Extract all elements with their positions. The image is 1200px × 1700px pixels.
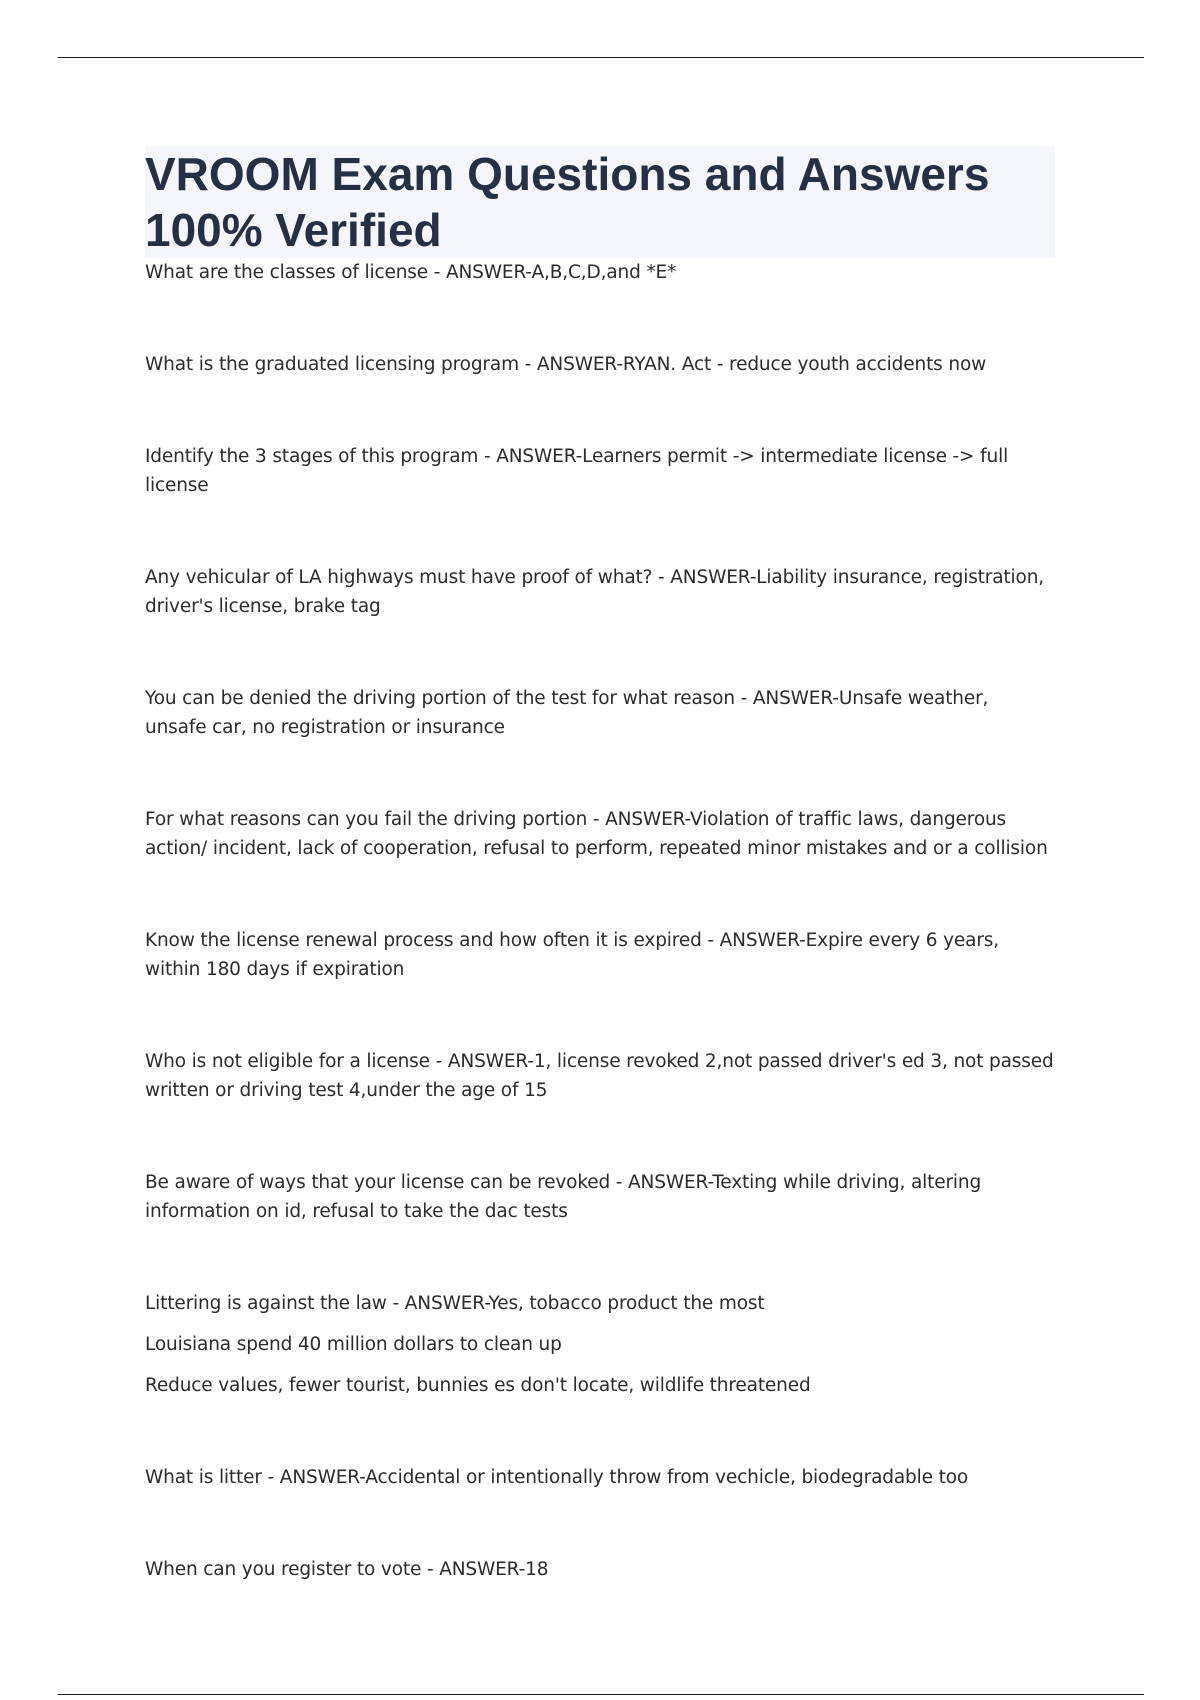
qa-list [145,258,1055,1584]
qa-item: Be aware of ways that your license can be revoked - ANSWER-Texting while driving, altering information on id, refusal to take the dac tests [145,1172,982,1222]
qa-item: What are the classes of license - ANSWER-A,B,C,D,and *E* [145,262,677,283]
qa-item: Identify the 3 stages of this program - ANSWER-Learners permit -> intermediate license -> full license [145,446,1009,496]
document-body [145,146,1055,1584]
title-box [145,146,1055,258]
qa-item: Who is not eligible for a license - ANSWER-1, license revoked 2,not passed driver's ed 3, not passed written or driving test 4,under the age of 15 [145,1051,1054,1101]
qa-item: Louisiana spend 40 million dollars to clean up [145,1334,562,1355]
qa-item: Know the license renewal process and how often it is expired - ANSWER-Expire every 6 years, within 180 days if expiration [145,930,1000,980]
qa-item: What is the graduated licensing program - ANSWER-RYAN. Act - reduce youth accidents now [145,354,987,375]
document-title: VROOM Exam Questions and Answers 100% Verified [145,148,990,256]
top-rule [58,57,1144,58]
qa-item: What is litter - ANSWER-Accidental or intentionally throw from vechicle, biodegradable too [145,1467,969,1488]
qa-item: You can be denied the driving portion of the test for what reason - ANSWER-Unsafe weather, unsafe car, no registration or insurance [145,688,989,738]
bottom-rule [58,1694,1144,1695]
qa-item: For what reasons can you fail the driving portion - ANSWER-Violation of traffic laws, dangerous action/ incident, lack of cooperation, refusal to perform, repeated minor mistakes and or a collision [145,809,1048,859]
qa-item: Reduce values, fewer tourist, bunnies es don't locate, wildlife threatened [145,1375,811,1396]
qa-item: Littering is against the law - ANSWER-Yes, tobacco product the most [145,1293,765,1314]
qa-item: When can you register to vote - ANSWER-18 [145,1559,549,1580]
qa-item: Any vehicular of LA highways must have proof of what? - ANSWER-Liability insurance, registration, driver's license, brake tag [145,567,1044,617]
